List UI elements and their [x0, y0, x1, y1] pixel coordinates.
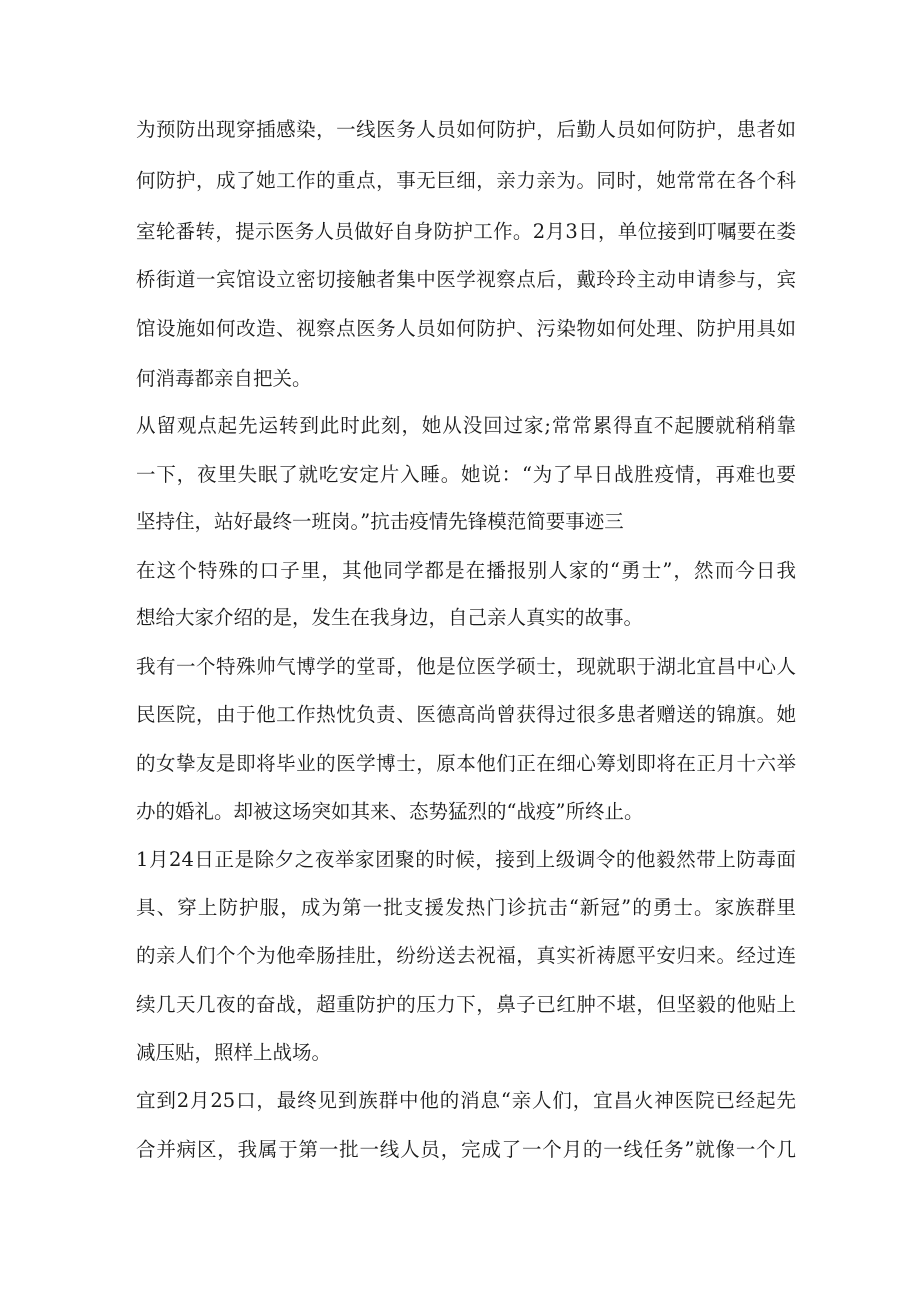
paragraph-line: 合并病区，我属于第一批一线人员，完成了一个月的一线任务”就像一个几 — [136, 1138, 796, 1161]
paragraph-line: 的女挚友是即将毕业的医学博士，原本他们正在细心筹划即将在正月十六举 — [136, 752, 796, 775]
paragraph-line: 在这个特殊的口子里，其他同学都是在播报别人家的“勇士”，然而今日我 — [136, 559, 796, 582]
paragraph-line: 续几天几夜的奋战，超重防护的压力下，鼻子已红肿不堪，但坚毅的他贴上 — [136, 993, 796, 1016]
paragraph-line: 减压贴，照样上战场。 — [136, 1041, 332, 1064]
paragraph-line: 具、穿上防护服，成为第一批支援发热门诊抗击“新冠”的勇士。家族群里 — [136, 896, 796, 919]
paragraph-line: 1月24日正是除夕之夜举家团聚的时候，接到上级调令的他毅然带上防毒面 — [136, 848, 796, 871]
paragraph-line: 桥街道一宾馆设立密切接触者集中医学视察点后，戴玲玲主动申请参与，宾 — [136, 268, 796, 291]
paragraph-line: 从留观点起先运转到此时此刻，她从没回过家;常常累得直不起腰就稍稍靠 — [136, 414, 796, 437]
paragraph-line: 民医院，由于他工作热忱负责、医德高尚曾获得过很多患者赠送的锦旗。她 — [136, 703, 796, 726]
paragraph-line: 何防护，成了她工作的重点，事无巨细，亲力亲为。同时，她常常在各个科 — [136, 169, 796, 192]
paragraph-line: 何消毒都亲自把关。 — [136, 367, 312, 390]
paragraph-line: 我有一个特殊帅气博学的堂哥，他是位医学硕士，现就职于湖北宜昌中心人 — [136, 655, 796, 678]
paragraph-line: 坚持住，站好最终一班岗。”抗击疫情先锋模范简要事迹三 — [136, 510, 624, 533]
paragraph-line: 的亲人们个个为他牵肠挂肚，纷纷送去祝福，真实祈祷愿平安归来。经过连 — [136, 944, 796, 967]
paragraph-line: 想给大家介绍的是，发生在我身边，自己亲人真实的故事。 — [136, 606, 644, 629]
paragraph-line: 室轮番转，提示医务人员做好自身防护工作。2月3日，单位接到叮嘱要在娄 — [136, 220, 796, 243]
paragraph-line: 一下，夜里失眠了就吃安定片入睡。她说：“为了早日战胜疫情，再难也要 — [136, 463, 796, 486]
paragraph-line: 宜到2月25口，最终见到族群中他的消息“亲人们，宜昌火神医院已经起先 — [136, 1089, 796, 1112]
paragraph-line: 办的婚礼。却被这场突如其来、态势猛烈的“战疫”所终止。 — [136, 800, 644, 823]
paragraph-line: 馆设施如何改造、视察点医务人员如何防护、污染物如何处理、防护用具如 — [136, 317, 796, 340]
paragraph-line: 为预防出现穿插感染，一线医务人员如何防护，后勤人员如何防护，患者如 — [136, 118, 796, 141]
